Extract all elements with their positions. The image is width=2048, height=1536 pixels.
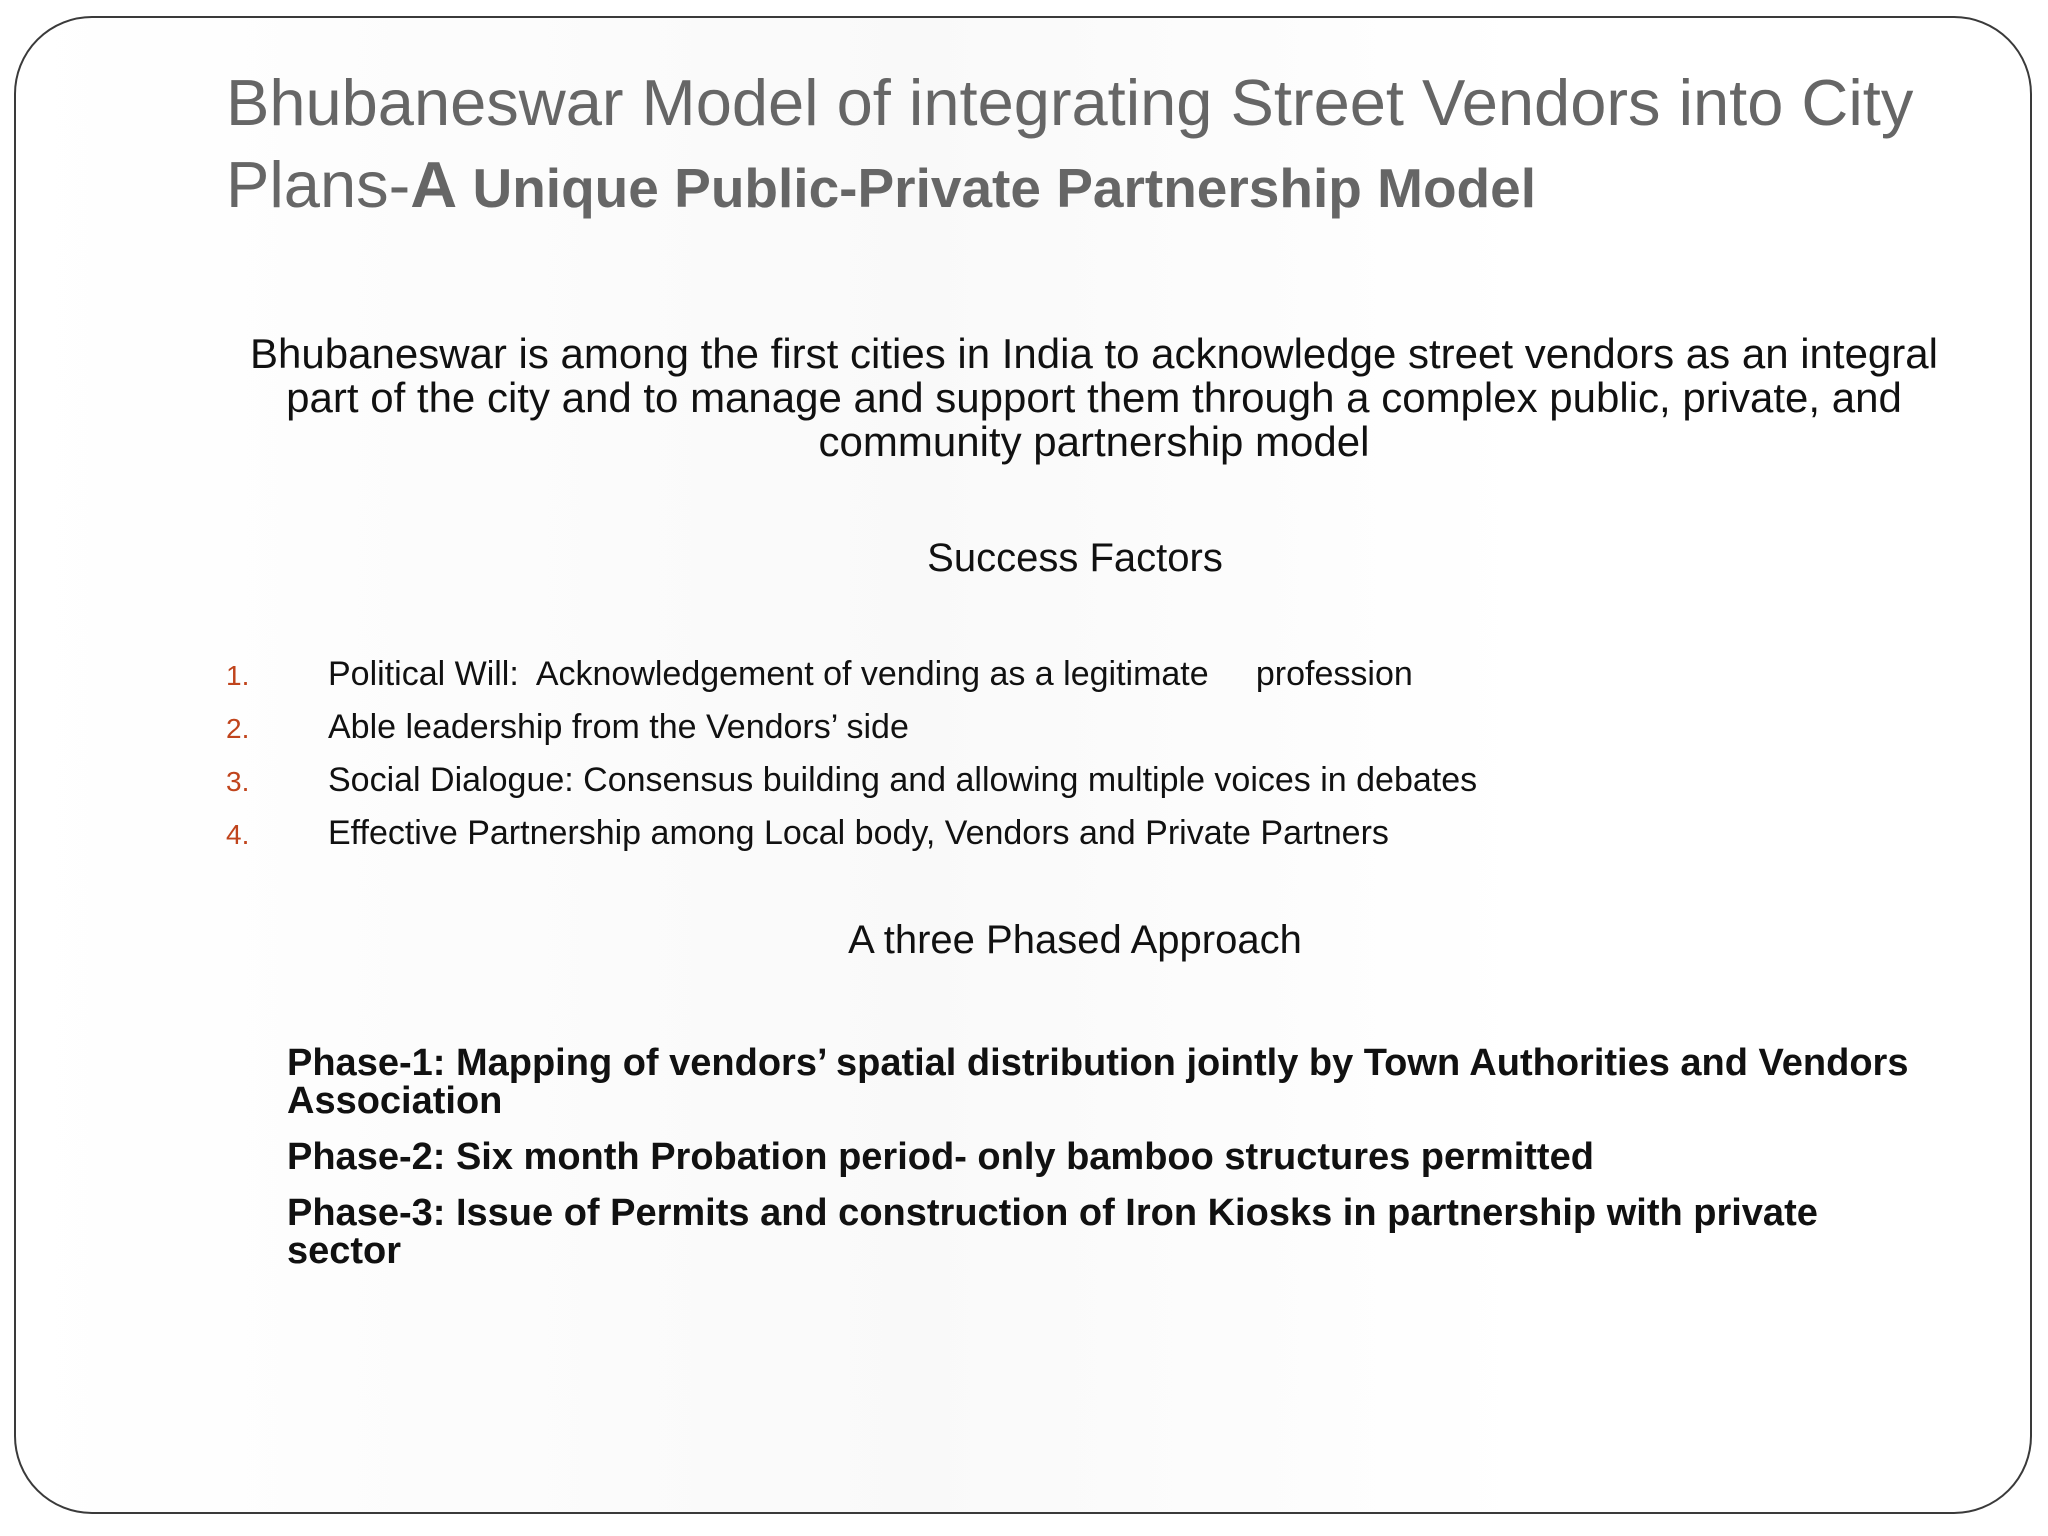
list-number: 3. xyxy=(226,766,250,797)
success-factor-item xyxy=(226,807,1477,860)
list-number: 2. xyxy=(226,713,250,744)
title-bold-rest: Unique Public-Private Partnership Model xyxy=(457,157,1537,219)
phase-item: Phase-2: Six month Probation period- only bamboo structures permitted xyxy=(287,1136,1594,1178)
success-factor-text: Social Dialogue: Consensus building and allowing multiple voices in debates xyxy=(328,761,1478,799)
phases-list xyxy=(287,1044,1927,1288)
title-regular: Bhubaneswar Model of integrating Street Vendors into City Plans- xyxy=(226,66,1914,221)
list-number: 1. xyxy=(226,660,250,691)
phase-item: Phase-1: Mapping of vendors’ spatial distribution jointly by Town Authorities and Vendors Association xyxy=(287,1042,1909,1122)
title-bold-a: A xyxy=(410,148,458,221)
success-factors-heading: Success Factors xyxy=(927,536,1223,580)
phased-approach-heading: A three Phased Approach xyxy=(848,918,1302,962)
success-factor-item xyxy=(226,754,1477,807)
list-number: 4. xyxy=(226,819,250,850)
intro-paragraph: Bhubaneswar is among the first cities in India to acknowledge street vendors as an integral part of the city and to manage and support them through a complex public, private, and community partnership model xyxy=(250,330,1938,465)
success-factor-text: Effective Partnership among Local body, Vendors and Private Partners xyxy=(328,814,1389,852)
success-factor-text: Able leadership from the Vendors’ side xyxy=(328,708,909,746)
success-factor-item xyxy=(226,701,1477,754)
success-factors-list xyxy=(226,648,1477,860)
phase-item: Phase-3: Issue of Permits and construction of Iron Kiosks in partnership with private sector xyxy=(287,1192,1818,1272)
success-factor-text: Political Will: Acknowledgement of vending as a legitimate profession xyxy=(328,655,1413,693)
slide-title xyxy=(226,62,1926,229)
success-factor-item xyxy=(226,648,1477,701)
